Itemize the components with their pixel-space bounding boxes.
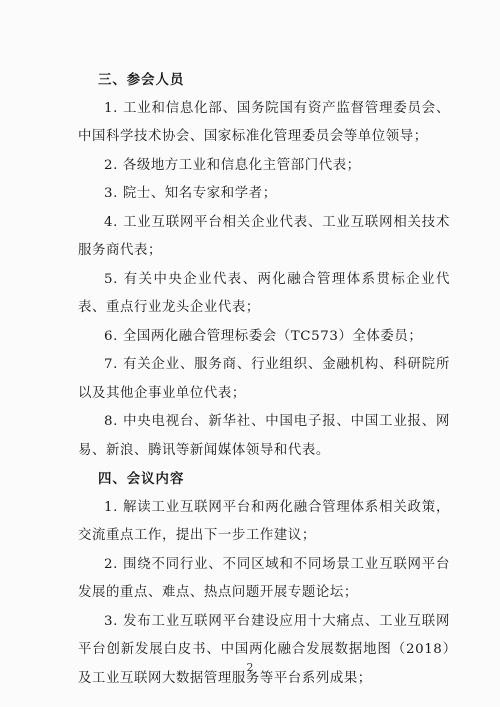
- document-body: [78, 66, 450, 693]
- attendee-item-5: 5. 有关中央企业代表、两化融合管理体系贯标企业代表、重点行业龙头企业代表；: [78, 271, 450, 315]
- attendee-item-7: 7. 有关企业、服务商、行业组织、金融机构、科研院所以及其他企事业单位代表；: [78, 357, 450, 401]
- attendee-item-1: 1. 工业和信息化部、国务院国有资产监督管理委员会、中国科学技术协会、国家标准化管理委员会等单位领导；: [78, 100, 450, 144]
- section-heading-agenda: 四、会议内容: [98, 471, 185, 487]
- agenda-item-2: 2. 围绕不同行业、不同区域和不同场景工业互联网平台发展的重点、难点、热点问题开展专题论坛；: [78, 556, 450, 600]
- page-number: 2: [246, 661, 254, 674]
- attendee-item-6: 6. 全国两化融合管理标委会（TC573）全体委员；: [104, 328, 423, 344]
- agenda-item-1: 1. 解读工业互联网平台和两化融合管理体系相关政策，交流重点工作，提出下一步工作建议；: [78, 499, 450, 543]
- agenda-item-3: 3. 发布工业互联网平台建设应用十大痛点、工业互联网平台创新发展白皮书、中国两化融合发展数据地图（2018）及工业互联网大数据管理服务等平台系列成果；: [78, 613, 450, 686]
- attendee-item-3: 3. 院士、知名专家和学者；: [104, 186, 277, 201]
- attendee-item-4: 4. 工业互联网平台相关企业代表、工业互联网相关技术服务商代表；: [78, 214, 450, 258]
- attendee-item-2: 2. 各级地方工业和信息化主管部门代表；: [104, 157, 361, 173]
- attendee-item-8: 8. 中央电视台、新华社、中国电子报、中国工业报、网易、新浪、腾讯等新闻媒体领导和代表。: [78, 414, 450, 458]
- section-heading-attendees: 三、参会人员: [98, 72, 185, 88]
